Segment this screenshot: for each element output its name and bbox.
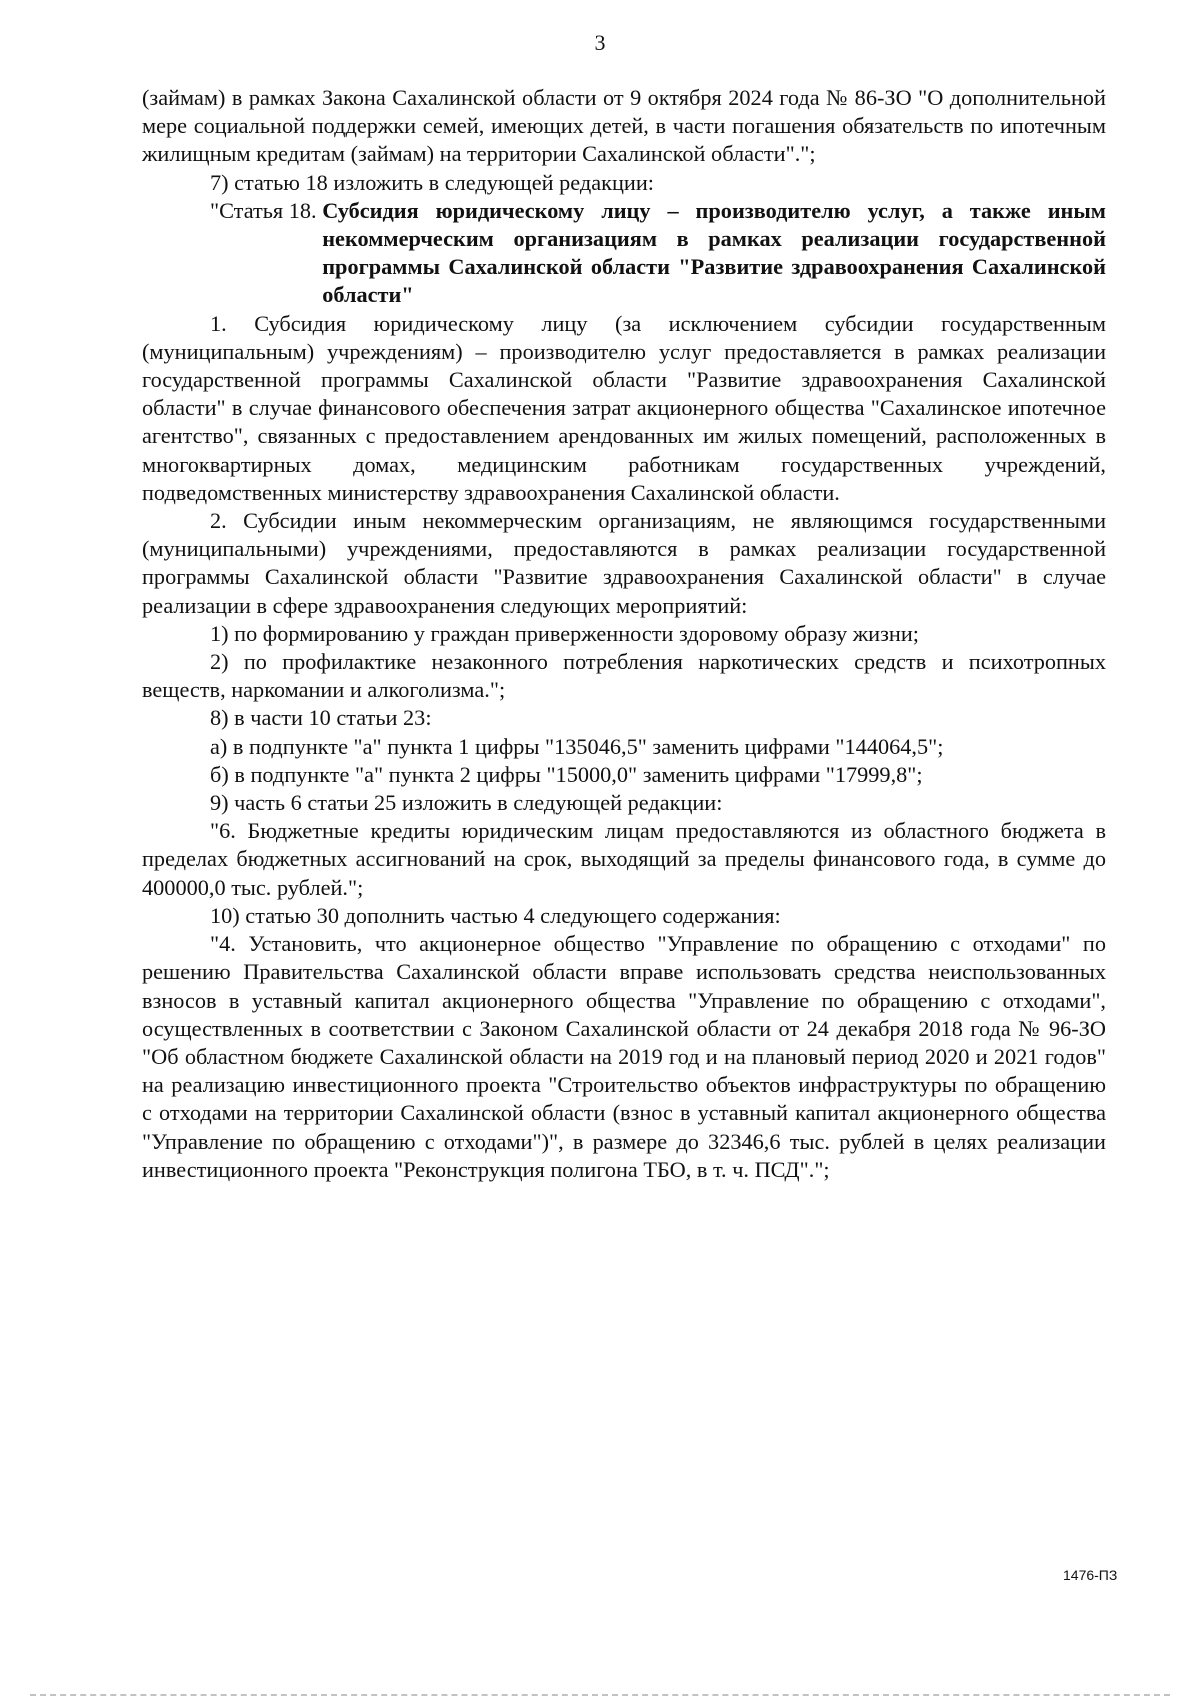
page-number: 3 <box>594 30 606 55</box>
paragraph-item-10: 10) статью 30 дополнить частью 4 следующего содержания: <box>210 902 781 928</box>
article-number: "Статья 18. <box>210 197 323 223</box>
document-body <box>142 84 1106 1184</box>
paragraph-part-6: "6. Бюджетные кредиты юридическим лицам предоставляются из областного бюджета в пределах бюджетных ассигнований на срок, выходящий за пределы финансового года, в сумме до 400000,0 тыс. рублей."; <box>142 818 1106 900</box>
scan-edge-divider <box>30 1694 1170 1696</box>
document-code: 1476-ПЗ <box>1063 1567 1118 1583</box>
paragraph-continuation: (займам) в рамках Закона Сахалинской области от 9 октября 2024 года № 86-ЗО "О дополнительной мере социальной поддержки семей, имеющих детей, в части погашения обязательств по ипотечным жилищным кредитам (займам) на территории Сахалинской области"."; <box>142 85 1106 167</box>
paragraph-item-7: 7) статью 18 изложить в следующей редакции: <box>210 169 654 195</box>
article-title: Субсидия юридическому лицу – производителю услуг, а также иным некоммерческим организациям в рамках реализации государственной программы Сахалинской области "Развитие здравоохранения Сахалинской области" <box>322 197 1106 308</box>
paragraph-subitem-a: а) в подпункте "а" пункта 1 цифры "135046,5" заменить цифрами "144064,5"; <box>210 733 944 759</box>
paragraph-subitem-2: 2) по профилактике незаконного потребления наркотических средств и психотропных веществ, наркомании и алкоголизма."; <box>142 649 1106 703</box>
article-heading <box>142 197 1106 310</box>
paragraph-subitem-b: б) в подпункте "а" пункта 2 цифры "15000,0" заменить цифрами "17999,8"; <box>210 761 923 787</box>
paragraph-article-part-2: 2. Субсидии иным некоммерческим организациям, не являющимся государственными (муниципальными) учреждениями, предоставляются в рамках реализации государственной программы Сахалинской области "Развитие здравоохранения Сахалинской области" в случае реализации в сфере здравоохранения следующих мероприятий: <box>142 508 1106 618</box>
paragraph-item-9: 9) часть 6 статьи 25 изложить в следующей редакции: <box>210 790 723 816</box>
paragraph-subitem-1: 1) по формированию у граждан приверженности здоровому образу жизни; <box>210 620 919 646</box>
paragraph-article-part-1: 1. Субсидия юридическому лицу (за исключением субсидии государственным (муниципальным) учреждениям) – производителю услуг предоставляется в рамках реализации государственной программы Сахалинской области "Развитие здравоохранения Сахалинской области" в случае финансового обеспечения затрат акционерного общества "Сахалинское ипотечное агентство", связанных с предоставлением арендованных им жилых помещений, расположенных в многоквартирных домах, медицинским работникам государственных учреждений, подведомственных министерству здравоохранения Сахалинской области. <box>142 310 1106 505</box>
paragraph-item-8: 8) в части 10 статьи 23: <box>210 705 432 731</box>
paragraph-part-4: "4. Установить, что акционерное общество "Управление по обращению с отходами" по решению Правительства Сахалинской области вправе использовать средства неиспользованных взносов в уставный капитал акционерного общества "Управление по обращению с отходами", осуществленных в соответствии с Законом Сахалинской области от 24 декабря 2018 года № 96-ЗО "Об областном бюджете Сахалинской области на 2019 год и на плановый период 2020 и 2021 годов" на реализацию инвестиционного проекта "Строительство объектов инфраструктуры по обращению с отходами на территории Сахалинской области (взнос в уставный капитал акционерного общества "Управление по обращению с отходами")", в размере до 32346,6 тыс. рублей в целях реализации инвестиционного проекта "Реконструкция полигона ТБО, в т. ч. ПСД"."; <box>142 931 1106 1182</box>
